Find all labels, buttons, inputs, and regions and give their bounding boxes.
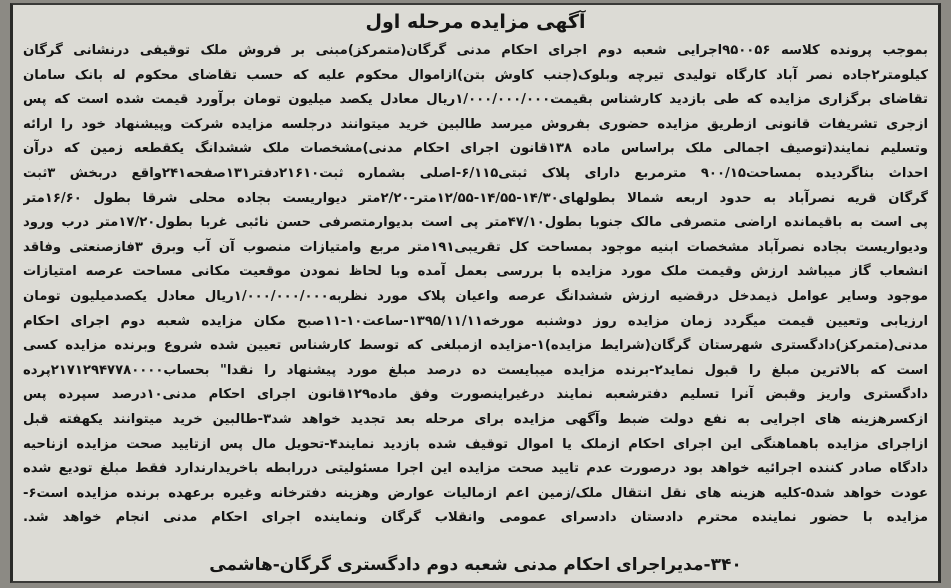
notice-line: ودیواریست بجاده نصرآباد مشخصات ابنیه موجود بمساحت کل تقریبی۱۹۱متر مربع وامتیازات منصوب آن آب وبرق ۳فازصنعتی وفاقد (23, 239, 928, 255)
notice-line: دادگستری واریز وقبض آنرا تسلیم دفترشعبه نمایند درغیراینصورت وفق ماده۱۲۹قانون اجرای احکام مدنی۱۰درصد سپرده پس (23, 387, 928, 403)
notice-line: مزایده با حضور نماینده محترم دادستان دادسرای عمومی وانقلاب گرگان ونماینده اجرای احکام مدنی انجام خواهد شد. (23, 510, 928, 526)
notice-line: تقاضای برگزاری مزایده که طی بازدید کارشناس بقیمت۱/۰۰۰/۰۰۰/۰۰۰ریال معادل یکصد میلیون تومان برآورد قیمت شده است که پس (23, 92, 928, 108)
notice-clipping (10, 3, 941, 583)
notice-line: بموجب پرونده کلاسه ۹۵۰۰۵۶اجرایی شعبه دوم اجرای احکام مدنی گرگان(متمرکز)مبنی بر فروش ملک توقیفی درنشانی گرگان (23, 43, 928, 58)
notice-line: کیلومتر۲جاده نصر آباد کارگاه تولیدی تیرچه وبلوک(جنب کاوش بتن)ازاموال محکوم علیه که حسب تقاضای محکوم له بانک سامان (23, 67, 928, 83)
notice-line: احداث بناگردیده بمساحت۹۰۰/۱۵ مترمربع دارای پلاک ثبتی۶/۱۱۵-اصلی بشماره ثبت۲۱۶۱۰دفتر۱۳۱صفحه۲۴۱واقع دربخش ۳ثبت (23, 165, 928, 181)
notice-body (23, 39, 928, 531)
notice-line: موجود وسایر عوامل ذیمدخل درقضیه ارزش ششدانگ عرصه واعیان پلاک مورد نظربه۱/۰۰۰/۰۰۰/۰۰۰ریال معادل یکصدمیلیون تومان (23, 288, 928, 304)
notice-line: ازکسرهزینه های اجرایی به نفع دولت ضبط وآگهی مزایده برای مرحله بعد تجدید خواهد شد۳-طالبین خرید میتوانند یکهفته قبل (23, 411, 928, 427)
notice-line: است که بالاترین مبلغ را قبول نماید۲-برنده مزایده میبایست ده درصد مبلغ مورد پیشنهاد را نقدا" بحساب۲۱۷۱۲۹۴۷۷۸۰۰۰۰پرده (23, 362, 928, 378)
notice-line: ارزیابی وتعیین قیمت میگردد زمان مزایده روز دوشنبه مورخه۱۳۹۵/۱۱/۱۱-ساعت۱۰-۱۱صبح مکان مزایده شعبه دوم اجرای احکام (23, 313, 928, 329)
notice-line: مدنی(متمرکز)دادگستری شهرستان گرگان(شرایط مزایده)۱-مزایده ازمبلغی که توسط کارشناس تعیین شده شروع وبرنده مزایده کسی (23, 338, 928, 354)
notice-line: پی است به باقیمانده اراضی متصرفی مالک جنوبا بطول۴۷/۱۰متر پی است بدیوارمتصرفی حسن نائبی غربا بطول۱۷/۲۰متر درب ورود (23, 215, 928, 231)
notice-line: ازجری تشریفات قانونی ازطریق مزایده حضوری بفروش میرسد طالبین خرید میتوانند درجلسه مزایده شرکت وپیشنهاد خود را ارائه (23, 116, 928, 132)
notice-line: دادگاه صادر کننده اجرائیه خواهد بود درصورت عدم تایید صحت مزایده این اجرا مسئولیتی دررابطه باخریدارندارد فقط مبلغ تودیع شده (23, 461, 928, 477)
notice-title: آگهی مزایده مرحله اول (365, 11, 586, 33)
notice-line: گرگان قریه نصرآباد به حدود اربعه شمالا بطولهای۱۴/۳۰-۱۴/۵۵-۱۲/۵۵متر-۲/۲۰متر دیواریست بجاده محلی شرقا بطول ۱۶/۶۰متر (23, 190, 928, 206)
notice-line: ازاجرای مزایده باهماهنگی این اجرای احکام ازملک یا اموال توقیف شده بازدید نمایند۴-تحویل مال پس ازتایید صحت مزایده ازناحیه (23, 436, 928, 452)
notice-line: عودت خواهد شد۵-کلیه هزینه های نقل انتقال ملک/زمین اعم ازمالیات عوارض وهزینه دفترخانه وغیره برعهده برنده مزایده است۶- (23, 485, 928, 501)
notice-signature: ۳۴۰-مدیراجرای احکام مدنی شعبه دوم دادگستری گرگان-هاشمی (209, 555, 742, 575)
notice-line: وتسلیم نمایند(توصیف اجمالی ملک براساس ماده ۱۳۸قانون اجرای احکام مدنی)مشخصات ملک ششدانگ یکقطعه زمین که درآن (23, 141, 928, 157)
notice-line: انشعاب گاز میباشد ارزش وقیمت ملک مورد مزایده با بررسی بعمل آمده وبا لحاظ نمودن موقعیت مکانی مساحت عرصه امتیازات (23, 264, 928, 280)
